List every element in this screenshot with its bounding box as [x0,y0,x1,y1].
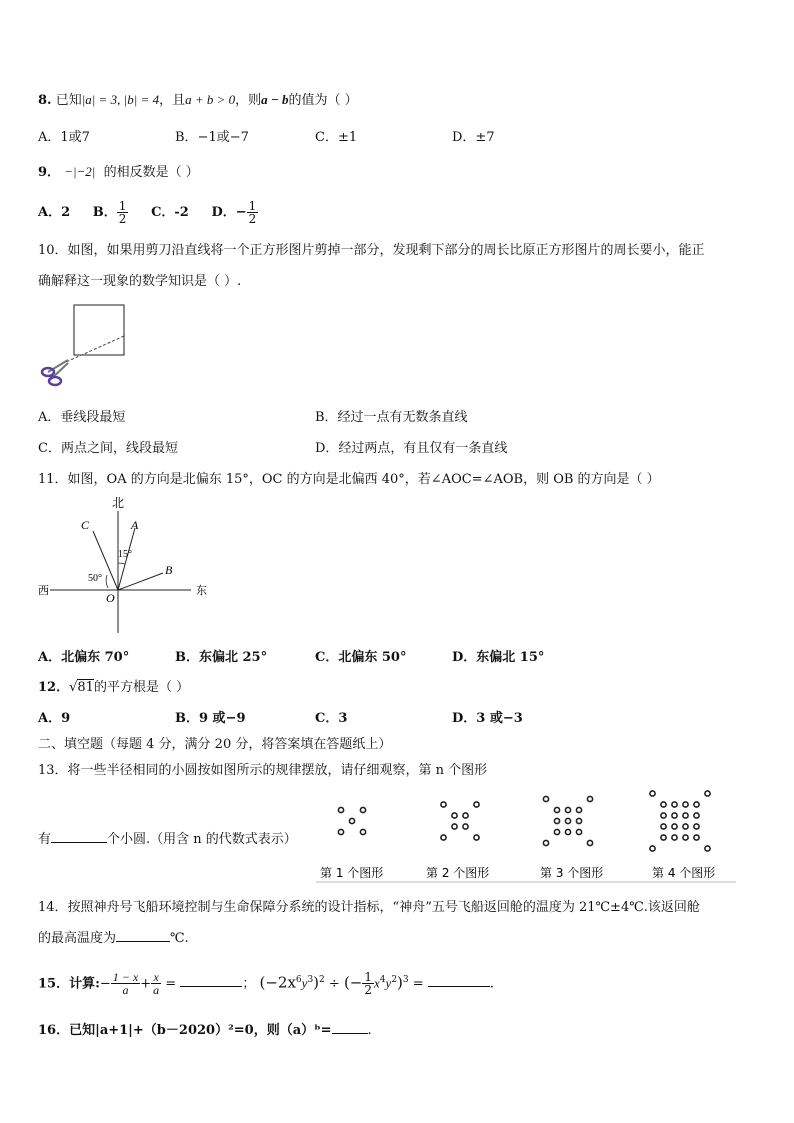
pattern-2-corner-circle [441,802,446,807]
question-16: 16．已知|a+1|+（b－2020）²=0，则（a）ᵇ= . [38,1023,372,1038]
caption-figure-3: 第 3 个图形 [540,866,604,880]
pattern-4-circle [683,813,688,818]
question-11: 11．如图，OA 的方向是北偏东 15°，OC 的方向是北偏西 40°，若∠AOC=∠AOB，则 OB 的方向是（ ） [38,472,660,487]
q12-option-c[interactable]: C．3 [315,711,348,726]
scissors-handle-bottom [49,377,61,385]
q9-options [38,196,258,230]
pattern-2-circle [463,813,468,818]
answer-blank-13[interactable] [51,830,107,843]
question-14-line2: 的最高温度为 ℃. [38,931,189,946]
pattern-4-circle [661,802,666,807]
pattern-3-circle [565,807,570,812]
pattern-4-circle [672,824,677,829]
pattern-4-circle [672,835,677,840]
q12-option-a[interactable]: A．9 [38,711,71,726]
caption-figure-4: 第 4 个图形 [652,866,716,880]
cut-line [66,336,124,362]
pattern-4-circle [672,813,677,818]
question-15: 15．计算:− $\frac{1 - x}{a}$ + $\frac{x}{a}$ = ； $(-2x^6y^3)^2$ ÷ (− $\frac{1}{2}$ $x^4y^2)^3$ = . [38,970,494,998]
pattern-2-circle [463,824,468,829]
question-13-line1: 13．将一些半径相同的小圆按如图所示的规律摆放，请仔细观察，第 n 个图形 [38,763,488,778]
q10-option-a[interactable]: A．垂线段最短 [38,410,126,425]
label-west: 西 [38,584,49,597]
pattern-2-circle [452,824,457,829]
q11-option-c[interactable]: C．北偏东 50° [315,650,407,665]
q11-option-a[interactable]: A．北偏东 70° [38,650,130,665]
q12-option-d[interactable]: D．3 或−3 [452,711,523,726]
angle-arc-50 [106,575,108,588]
label-b: B [165,563,173,577]
circle-patterns-figure [312,788,740,884]
pattern-4-corner-circle [650,791,655,796]
pattern-4-corner-circle [650,846,655,851]
pattern-2-corner-circle [474,802,479,807]
caption-figure-1: 第 1 个图形 [320,866,384,880]
question-8: 8. 已知|a| = 3, |b| = 4，且a + b > 0，则a − b的值为（ ） [38,92,358,108]
label-o: O [106,591,115,605]
pattern-3-circle [554,807,559,812]
sqrt-sign: √ [69,680,78,695]
pattern-3-circle [554,818,559,823]
pattern-2-corner-circle [474,835,479,840]
pattern-1-corner-circle [360,829,365,834]
caption-figure-2: 第 2 个图形 [426,866,490,880]
question-13-line2: 有 个小圆.（用含 n 的代数式表示） [38,832,297,847]
question-10-line2: 确解释这一现象的数学知识是（ ）. [38,274,242,289]
pattern-2-circle [452,813,457,818]
direction-figure [38,493,218,638]
answer-blank-14[interactable] [116,929,170,942]
q10-option-b[interactable]: B．经过一点有无数条直线 [315,410,468,425]
angle-arc-15 [118,563,125,564]
label-north: 北 [112,496,125,510]
q10-option-c[interactable]: C．两点之间，线段最短 [38,441,178,456]
question-9: 9． −|−2| 的相反数是（ ） [38,164,199,180]
q8-option-c[interactable]: C．±1 [315,130,358,145]
pattern-3-corner-circle [587,796,592,801]
q9-option-d[interactable]: D．− $\frac{1}{2}$ [211,199,257,226]
scissors-square-figure [38,300,148,395]
answer-blank-15b[interactable] [428,974,490,987]
pattern-4-circle [683,835,688,840]
q11-option-d[interactable]: D．东偏北 15° [452,650,545,665]
pattern-1-corner-circle [360,807,365,812]
pattern-4-circle [683,802,688,807]
question-10-line1: 10．如图，如果用剪刀沿直线将一个正方形图片剪掉一部分，发现剩下部分的周长比原正方形图片的周长要小，能正 [38,243,705,258]
pattern-3-circle [554,829,559,834]
pattern-3-corner-circle [587,840,592,845]
pattern-4-circle [661,835,666,840]
question-14-line1: 14．按照神舟号飞船环境控制与生命保障分系统的设计指标，“神舟”五号飞船返回舱的温度为 21℃±4℃.该返回舱 [38,900,700,915]
label-50-degrees: 50° [88,573,102,584]
label-east: 东 [196,584,207,597]
pattern-3-circle [576,807,581,812]
answer-blank-16[interactable] [332,1021,368,1034]
q10-option-d[interactable]: D．经过两点，有且仅有一条直线 [315,441,508,456]
pattern-3-circle [576,829,581,834]
q11-option-b[interactable]: B．东偏北 25° [175,650,268,665]
label-15-degrees: 15° [118,549,132,560]
pattern-3-corner-circle [543,840,548,845]
pattern-4-corner-circle [705,791,710,796]
pattern-4-circle [672,802,677,807]
label-a: A [131,518,139,532]
pattern-1-circle [349,818,354,823]
q12-option-b[interactable]: B．9 或−9 [175,711,246,726]
pattern-3-corner-circle [543,796,548,801]
pattern-4-circle [683,824,688,829]
pattern-1-corner-circle [338,829,343,834]
q8-option-d[interactable]: D．±7 [452,130,495,145]
q9-option-c[interactable]: C．-2 [151,205,189,220]
q8-option-a[interactable]: A．1或7 [38,130,90,145]
pattern-3-circle [565,829,570,834]
label-c: C [81,518,90,532]
answer-blank-15a[interactable] [180,974,242,987]
question-number: 8. [38,93,52,108]
section-heading: 二、填空题（每题 4 分，满分 20 分，将答案填在答题纸上） [38,737,392,752]
q9-option-b[interactable]: B． $\frac{1}{2}$ [92,199,127,226]
pattern-4-circle [694,835,699,840]
pattern-4-circle [661,813,666,818]
pattern-3-circle [565,818,570,823]
pattern-4-circle [694,824,699,829]
pattern-4-circle [694,813,699,818]
question-12: 12．√81的平方根是（ ） [38,680,190,695]
ray-ob [118,573,163,590]
pattern-4-circle [694,802,699,807]
pattern-3-circle [576,818,581,823]
q9-option-a[interactable]: A．2 [38,205,71,220]
pattern-1-corner-circle [338,807,343,812]
pattern-2-corner-circle [441,835,446,840]
pattern-4-corner-circle [705,846,710,851]
q8-option-b[interactable]: B．−1或−7 [175,130,249,145]
pattern-4-circle [661,824,666,829]
